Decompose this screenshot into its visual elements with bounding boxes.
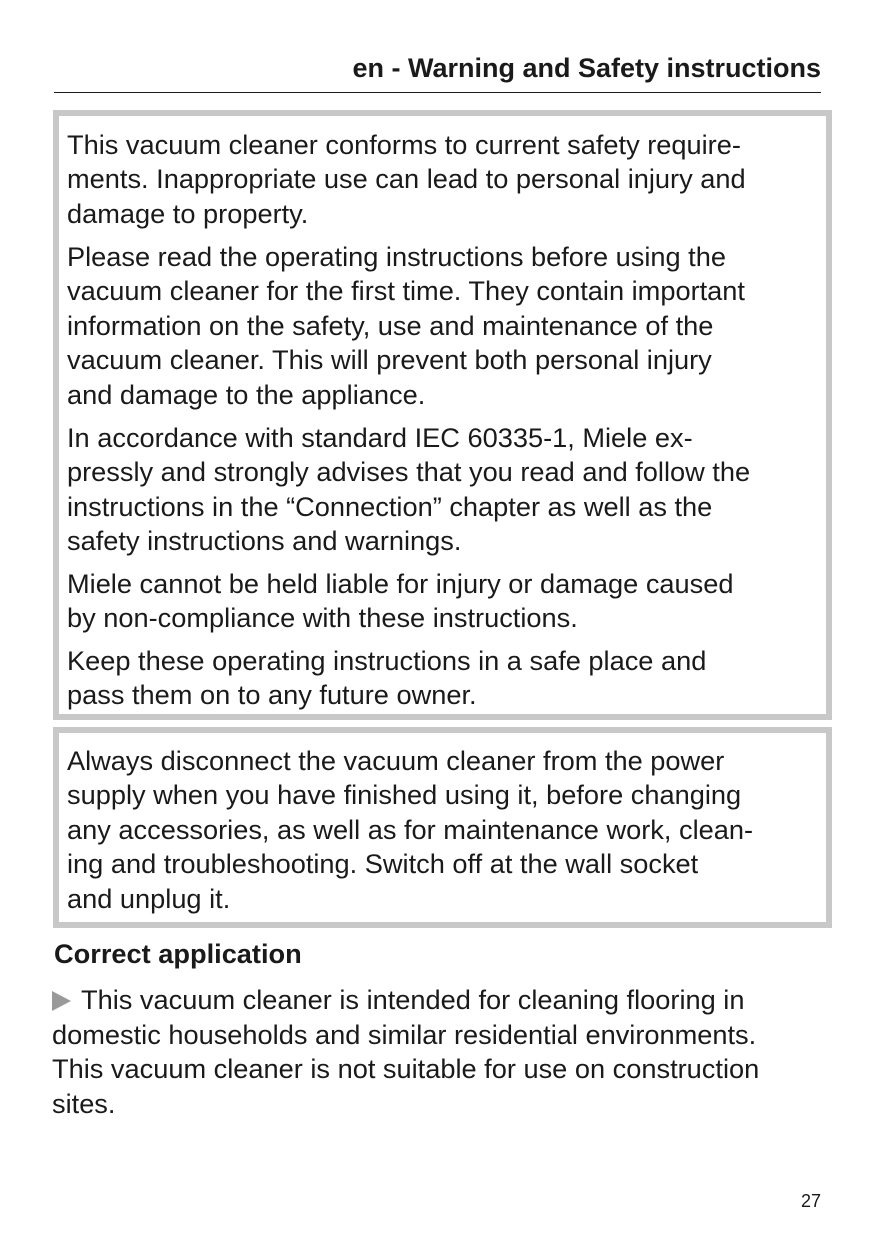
- section-heading-correct-application: Correct application: [54, 938, 302, 969]
- text-line: and damage to the appliance.: [67, 378, 426, 410]
- safety-paragraph-iec-standard: [67, 421, 750, 559]
- text-line: sites.: [52, 1087, 116, 1119]
- header-divider: [54, 92, 821, 93]
- text-line: This vacuum cleaner is intended for cleaning flooring in: [81, 984, 745, 1015]
- safety-paragraph-read-instructions: [67, 240, 745, 412]
- text-line: domestic households and similar residential environments.: [52, 1018, 757, 1050]
- text-line: vacuum cleaner for the first time. They contain important: [67, 275, 745, 307]
- safety-notice-box: [53, 110, 832, 720]
- safety-paragraph-keep-instructions: [67, 644, 706, 713]
- text-line: Always disconnect the vacuum cleaner from the power: [67, 745, 725, 776]
- text-line: information on the safety, use and maintenance of the: [67, 309, 714, 341]
- page-header-title: en - Warning and Safety instructions: [352, 53, 821, 83]
- safety-paragraph-conformance: [67, 128, 746, 231]
- disconnect-paragraph: [67, 744, 753, 916]
- disconnect-notice-box: [53, 727, 832, 928]
- text-line: by non-compliance with these instructions.: [67, 602, 578, 634]
- correct-application-paragraph: [52, 983, 759, 1121]
- safety-paragraph-liability: [67, 567, 734, 636]
- text-line: safety instructions and warnings.: [67, 525, 462, 557]
- text-line: any accessories, as well as for maintenance work, clean-: [67, 813, 754, 845]
- text-line: damage to property.: [67, 197, 309, 229]
- text-line: vacuum cleaner. This will prevent both personal injury: [67, 344, 712, 376]
- text-line: ing and troubleshooting. Switch off at the wall socket: [67, 848, 699, 880]
- text-line: pass them on to any future owner.: [67, 679, 477, 711]
- text-line: Miele cannot be held liable for injury or damage caused: [67, 568, 734, 599]
- text-line: This vacuum cleaner conforms to current safety require-: [67, 129, 741, 160]
- text-line: Keep these operating instructions in a safe place and: [67, 645, 707, 676]
- text-line: This vacuum cleaner is not suitable for use on construction: [52, 1053, 760, 1085]
- text-line: instructions in the “Connection” chapter as well as the: [67, 490, 713, 522]
- text-line: In accordance with standard IEC 60335-1, Miele ex-: [67, 422, 693, 453]
- text-line: Please read the operating instructions before using the: [67, 241, 726, 272]
- text-line: and unplug it.: [67, 882, 231, 914]
- triangle-bullet-icon: [52, 991, 71, 1011]
- page-number: 27: [800, 1191, 821, 1211]
- text-line: pressly and strongly advises that you read and follow the: [67, 456, 751, 488]
- text-line: ments. Inappropriate use can lead to personal injury and: [67, 163, 746, 195]
- text-line: supply when you have finished using it, before changing: [67, 779, 742, 811]
